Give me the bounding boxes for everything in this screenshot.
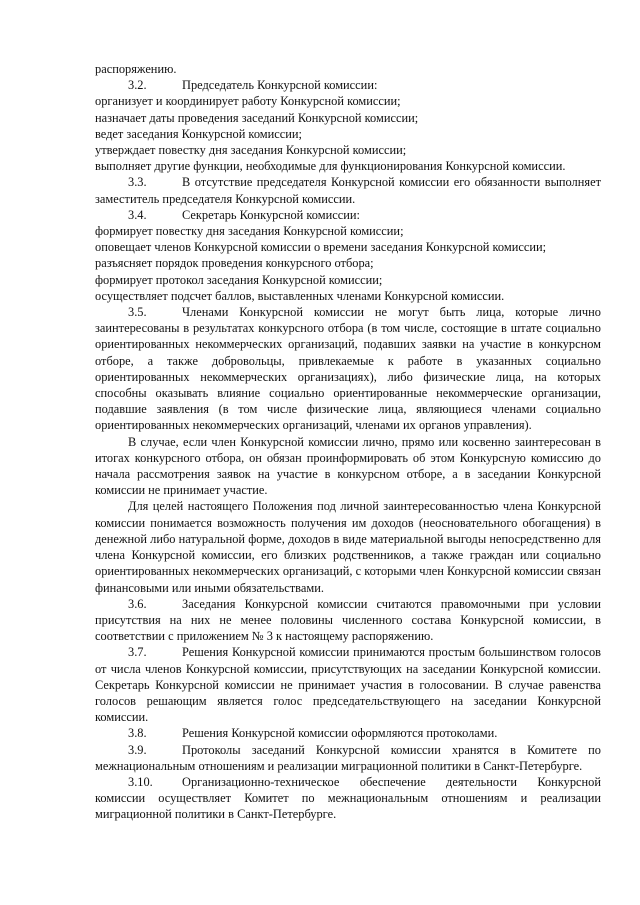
numbered-clause	[95, 207, 601, 223]
numbered-clause	[95, 77, 601, 93]
clause-number: 3.8.	[128, 726, 147, 741]
numbered-clause	[95, 174, 601, 206]
clause-text: В отсутствие председателя Конкурсной комиссии его обязанности выполняет заместитель председателя Конкурсной комиссии.	[95, 175, 601, 206]
clause-number: 3.6.	[128, 596, 147, 611]
text-line: распоряжению.	[95, 62, 177, 76]
document-body	[95, 61, 601, 823]
text-line: ведет заседания Конкурсной комиссии;	[95, 126, 302, 141]
numbered-clause	[95, 644, 601, 725]
text-line: организует и координирует работу Конкурсной комиссии;	[95, 94, 401, 109]
clause-number: 3.7.	[128, 645, 147, 660]
clause-text: Председатель Конкурсной комиссии:	[182, 78, 378, 93]
paragraph: Для целей настоящего Положения под личной заинтересованностью члена Конкурсной комиссии понимается возможность получения им доходов (неосновательного обогащения) в денежной либо натуральной форме, доходов в виде материальной выгоды непосредственно для члена Конкурсной комиссии, его близких родственников, а также граждан или социально ориентированных некоммерческих организаций, с которыми член Конкурсной комиссии связан финансовыми или иными обязательствами.	[95, 499, 601, 595]
numbered-clause	[95, 304, 601, 434]
text-line: оповещает членов Конкурсной комиссии о времени заседания Конкурсной комиссии;	[95, 240, 547, 255]
clause-text: Заседания Конкурсной комиссии считаются правомочными при условии присутствия на них не менее половины численного состава Конкурсной комиссии, в соответствии с приложением № 3 к настоящему распоряжению.	[95, 596, 601, 644]
clause-number: 3.9.	[128, 742, 147, 757]
paragraph: В случае, если член Конкурсной комиссии лично, прямо или косвенно заинтересован в итогах конкурсного отбора, он обязан проинформировать об этом Конкурсную комиссию до начала рассмотрения заявок на участие в конкурсном отборе, а в заседании Конкурсной комиссии не принимает участие.	[95, 434, 601, 498]
text-line: осуществляет подсчет баллов, выставленных членами Конкурсной комиссии.	[95, 288, 505, 303]
text-line: утверждает повестку дня заседания Конкурсной комиссии;	[95, 143, 407, 158]
text-line: назначает даты проведения заседаний Конкурсной комиссии;	[95, 110, 419, 125]
numbered-clause	[95, 596, 601, 645]
clause-text: Секретарь Конкурсной комиссии:	[182, 207, 360, 222]
numbered-clause	[95, 742, 601, 774]
clause-text: Решения Конкурсной комиссии принимаются простым большинством голосов от числа членов Конкурсной комиссии, присутствующих на заседании Конкурсной комиссии. Секретарь Конкурсной комиссии не принимает участия в голосовании. В случае равенства голосов решающим является голос председательствующего на заседании Конкурсной комиссии.	[95, 645, 601, 725]
clause-number: 3.5.	[128, 305, 147, 320]
clause-text: Организационно-техническое обеспечение деятельности Конкурсной комиссии осуществляет Комитет по межнациональным отношениям и реализации миграционной политики в Санкт-Петербурге.	[95, 774, 601, 822]
clause-text: Членами Конкурсной комиссии не могут быть лица, которые лично заинтересованы в результатах конкурсного отбора (в том числе, состоящие в штате социально ориентированных некоммерческих организаций, подавших заявки на участие в конкурсном отборе, а также добровольцы, привлекаемые к работе в указанных социально ориентированных некоммерческих организациях), либо физические лица, на которых способны оказывать влияние социально ориентированные некоммерческие организации, подавшие заявления (в том числе физические лица, являющиеся членами социально ориентированных некоммерческих организаций, членами их органов управления).	[95, 305, 601, 433]
clause-number: 3.4.	[128, 207, 147, 222]
numbered-clause	[95, 725, 601, 741]
clause-text: Решения Конкурсной комиссии оформляются протоколами.	[182, 726, 498, 741]
clause-text: Протоколы заседаний Конкурсной комиссии хранятся в Комитете по межнациональным отношениям и реализации миграционной политики в Санкт-Петербурге.	[95, 742, 601, 773]
text-line: разъясняет порядок проведения конкурсного отбора;	[95, 256, 374, 271]
clause-number: 3.3.	[128, 175, 147, 190]
clause-number: 3.2.	[128, 78, 147, 93]
clause-number: 3.10.	[128, 774, 153, 789]
text-line: формирует повестку дня заседания Конкурсной комиссии;	[95, 224, 404, 239]
numbered-clause	[95, 774, 601, 823]
text-line: формирует протокол заседания Конкурсной комиссии;	[95, 272, 383, 287]
text-line: выполняет другие функции, необходимые для функционирования Конкурсной комиссии.	[95, 159, 566, 174]
